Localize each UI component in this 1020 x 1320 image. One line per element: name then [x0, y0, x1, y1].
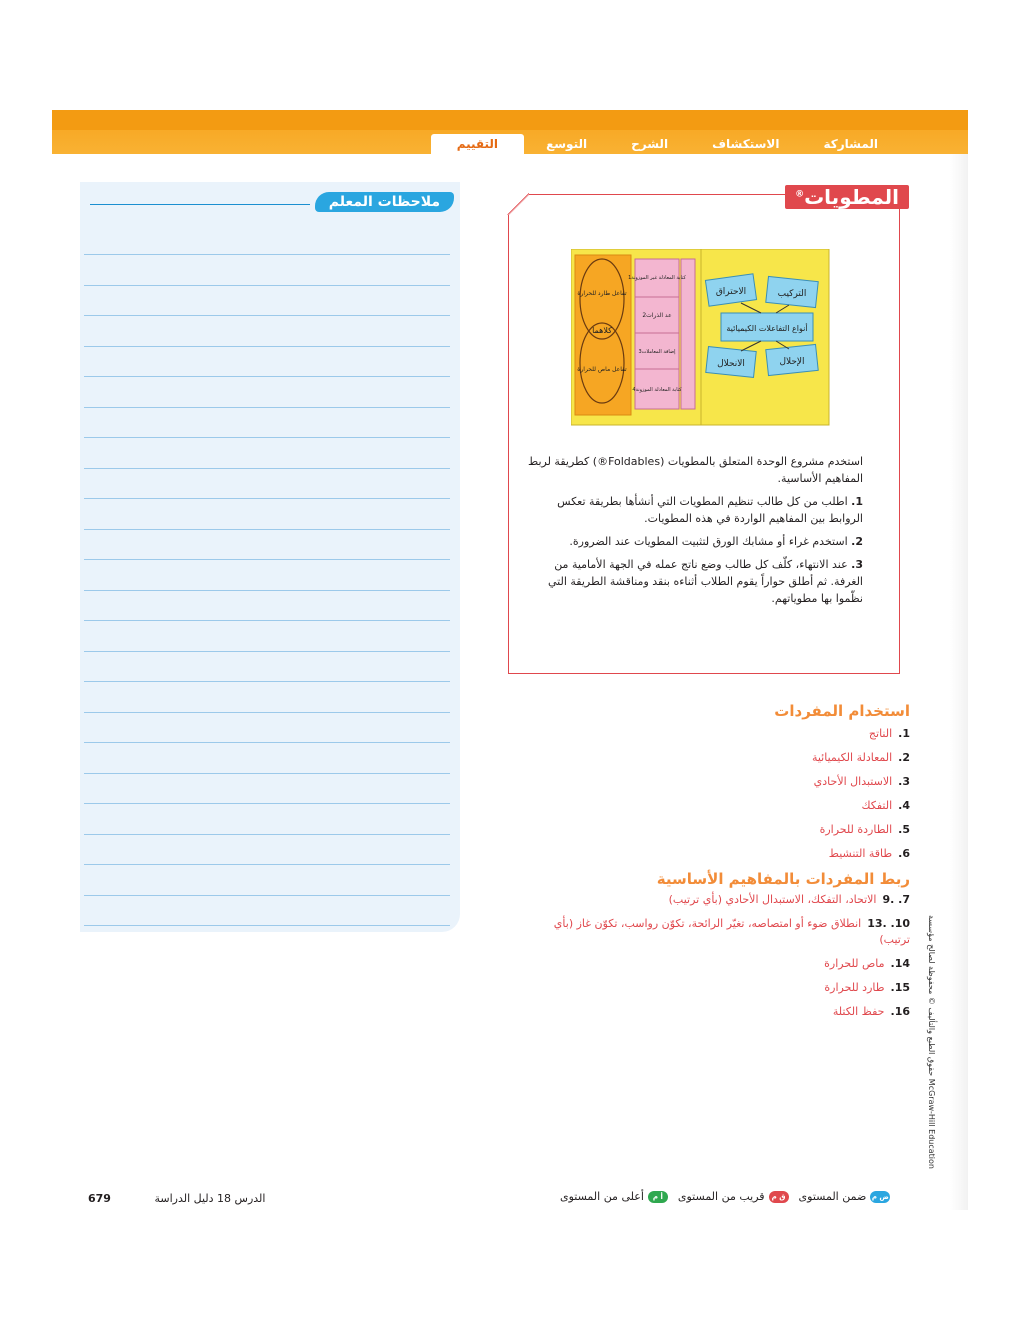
- list-item: 2.المعادلة الكيميائية: [811, 751, 910, 764]
- tab-engage[interactable]: المشاركة: [823, 137, 878, 151]
- teacher-notes-panel: [80, 182, 460, 932]
- label-card3: 3إضافة المعاملات: [638, 349, 676, 355]
- label-combination: التركيب: [777, 289, 807, 299]
- tabs: [431, 134, 900, 154]
- note-line: [84, 925, 450, 926]
- note-line: [84, 346, 450, 347]
- list-item: 7. .9الاتحاد، التفكك، الاستبدال الأحادي (بأي ترتيب): [668, 893, 910, 906]
- list-item: 3.الاستبدال الأحادي: [813, 775, 910, 788]
- tab-explain[interactable]: الشرح: [631, 137, 669, 151]
- note-line: [84, 407, 450, 408]
- note-line: [84, 803, 450, 804]
- lesson-label: الدرس 18 دليل الدراسة: [154, 1192, 266, 1205]
- page-number: 679: [88, 1192, 111, 1205]
- list-item: 15.طارد للحرارة: [824, 981, 910, 994]
- foldables-step: 2. استخدم غراء أو مشابك الورق لتثبيت المطويات عند الضرورة.: [569, 535, 863, 548]
- page-edge: [950, 110, 968, 1210]
- level-beyond: أ م أعلى من المستوى: [560, 1190, 668, 1203]
- tab-elaborate[interactable]: التوسع: [546, 137, 588, 151]
- list-item: 14.ماص للحرارة: [824, 957, 910, 970]
- page-corner-decoration: [507, 193, 529, 215]
- vocab-title: استخدام المفردات: [774, 702, 910, 720]
- note-line: [84, 681, 450, 682]
- note-line: [84, 620, 450, 621]
- vocab-section: [510, 702, 910, 1028]
- foldables-text: [521, 453, 863, 613]
- note-line: [84, 742, 450, 743]
- label-card4: 4كتابة المعادلة الموزونة: [632, 387, 682, 393]
- note-line: [84, 498, 450, 499]
- foldable-illustration: [571, 249, 831, 427]
- note-line: [84, 864, 450, 865]
- level-legend: [560, 1190, 890, 1203]
- list-item: 4.التفكك: [861, 799, 910, 812]
- label-center: أنواع التفاعلات الكيميائية: [726, 324, 808, 333]
- tab-evaluate[interactable]: التقييم: [431, 134, 524, 154]
- footer-page-info: [88, 1192, 265, 1205]
- note-line: [84, 651, 450, 652]
- label-decomposition: الانحلال: [717, 359, 745, 369]
- list-item: 16.حفظ الكتلة: [832, 1005, 910, 1018]
- note-line: [84, 254, 450, 255]
- label-oval-bottom: تفاعل ماص للحرارة: [577, 366, 627, 373]
- level-approaching: ق م قريب من المستوى: [678, 1190, 789, 1203]
- label-combustion: الاحتراق: [715, 287, 747, 297]
- foldables-step: 3. عند الانتهاء، كلّف كل طالب وضع ناتج عمله في الجهة الأمامية من الغرفة. ثم أطلق حواراً يقوم الطلاب أثناءه بنقد ومناقشة الطريقة التي نظّموا بها مطوياتهم.: [548, 558, 863, 605]
- note-line: [84, 712, 450, 713]
- note-line: [84, 468, 450, 469]
- foldables-intro: استخدم مشروع الوحدة المتعلق بالمطويات (Foldables®) كطريقة لربط المفاهيم الأساسية.: [528, 455, 863, 485]
- note-line: [84, 590, 450, 591]
- level-on: ض م ضمن المستوى: [798, 1190, 889, 1203]
- note-line: [84, 834, 450, 835]
- foldables-box: [508, 185, 900, 674]
- list-item: 1.الناتج: [868, 727, 910, 740]
- list-item: 10. .13انطلاق ضوء أو امتصاصه، تغيّر الرائحة، تكوّن رواسب، تكوّن غاز (بأي ترتيب): [553, 917, 910, 946]
- foldables-step: 1. اطلب من كل طالب تنظيم المطويات التي أنشأها بطريقة تعكس الروابط بين المفاهيم الواردة في هذه المطويات.: [557, 495, 863, 525]
- note-line: [84, 773, 450, 774]
- foldables-title: المطويات®: [785, 185, 909, 209]
- note-line: [84, 315, 450, 316]
- tab-explore[interactable]: الاستكشاف: [712, 137, 780, 151]
- list-item: 5.الطاردة للحرارة: [819, 823, 910, 836]
- connect-title: ربط المفردات بالمفاهيم الأساسية: [656, 870, 910, 888]
- note-line: [84, 285, 450, 286]
- label-replacement: الإحلال: [779, 357, 805, 367]
- list-item: 6.طاقة التنشيط: [828, 847, 910, 860]
- label-card2: 2عد الذرات: [642, 312, 672, 319]
- notes-title-rule: [90, 204, 310, 205]
- note-line: [84, 559, 450, 560]
- note-line: [84, 529, 450, 530]
- note-line: [84, 376, 450, 377]
- note-line: [84, 437, 450, 438]
- label-oval-top: تفاعل طارد للحرارة: [577, 290, 627, 297]
- section-tabs-bar: [52, 110, 968, 154]
- label-oval-mid: كلاهما: [592, 326, 612, 335]
- teacher-notes-title: ملاحظات المعلم: [315, 192, 454, 212]
- side-copyright: حقوق الطبع والتأليف © محفوظة لصالح مؤسسة McGraw-Hill Education: [927, 915, 936, 1169]
- label-card1: 1كتابة المعادلة غير الموزونة: [628, 275, 686, 281]
- note-line: [84, 895, 450, 896]
